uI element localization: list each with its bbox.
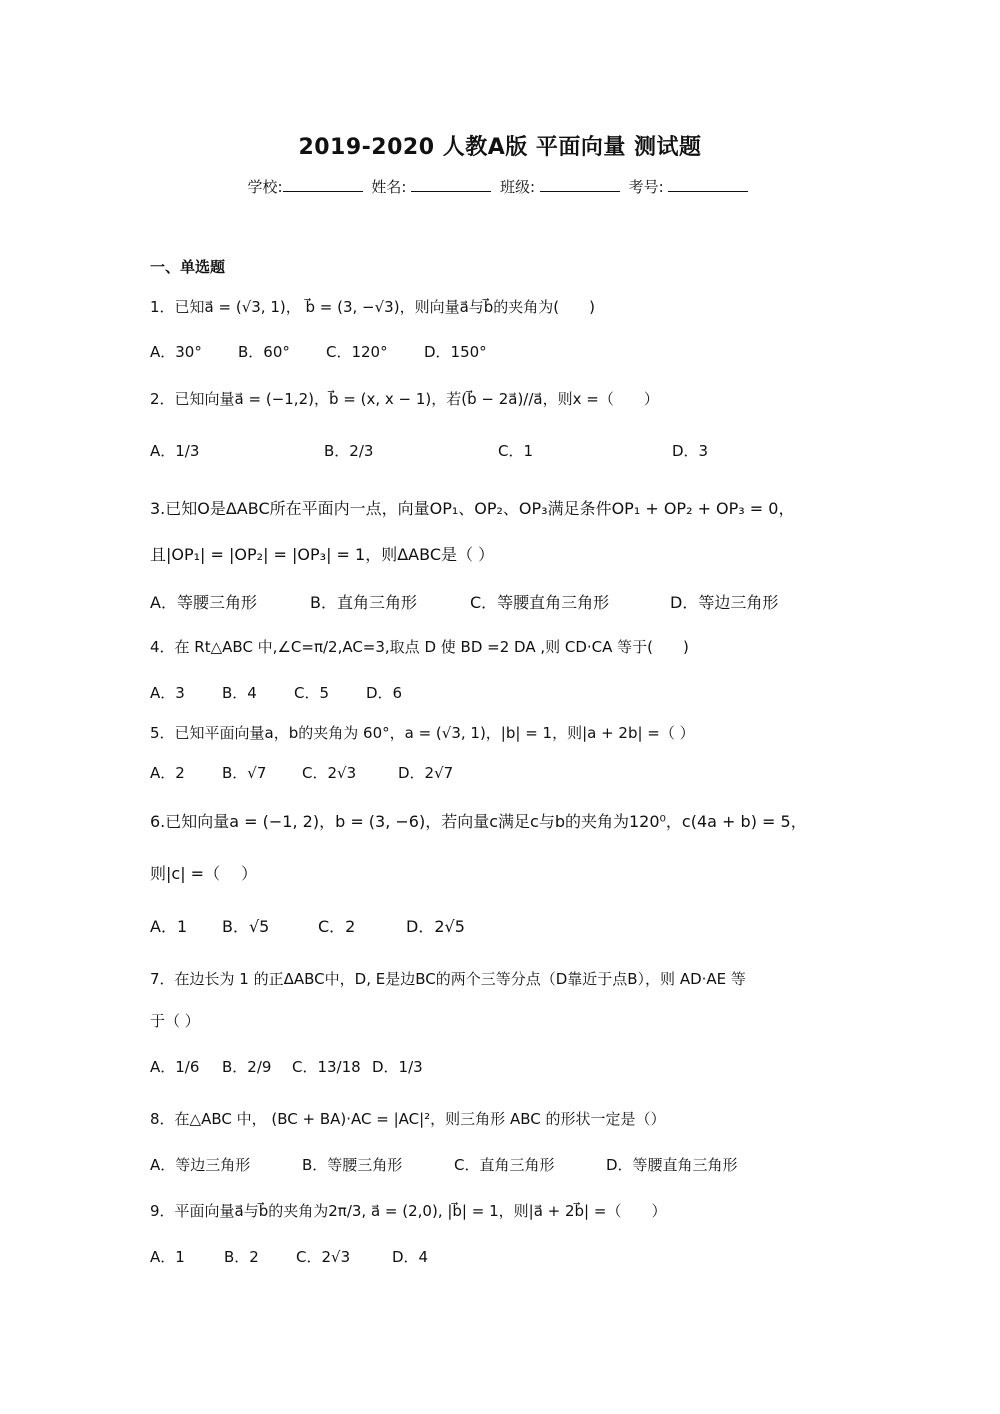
page-title: 2019-2020 人教A版 平面向量 测试题	[298, 135, 702, 160]
question-1-stem: 1．已知a⃗ = (√3, 1)， b⃗ = (3, −√3)，则向量a⃗与b⃗的夹角为( )	[150, 298, 595, 316]
option-d[interactable]: D．2√7	[398, 764, 454, 782]
option-d[interactable]: D．等腰直角三角形	[606, 1156, 738, 1174]
class-blank[interactable]	[540, 177, 620, 192]
option-c[interactable]: C．2	[318, 917, 356, 936]
question-6-options	[150, 914, 850, 937]
option-b[interactable]: B．2/3	[324, 442, 374, 460]
school-label: 学校:	[247, 178, 283, 196]
question-2-options	[150, 440, 850, 461]
section-title: 一、单选题	[150, 258, 226, 276]
question-4-stem: 4．在 Rt△ABC 中,∠C=π/2,AC=3,取点 D 使 BD =2 DA ,则 CD·CA 等于( )	[150, 638, 689, 656]
option-c[interactable]: C．2√3	[302, 764, 357, 782]
option-a[interactable]: A．等腰三角形	[150, 593, 257, 612]
option-a[interactable]: A．1	[150, 917, 188, 936]
option-d[interactable]: D．150°	[424, 343, 487, 361]
option-d[interactable]: D．2√5	[406, 917, 465, 936]
option-b[interactable]: B．2	[224, 1248, 259, 1266]
option-d[interactable]: D．4	[392, 1248, 429, 1266]
question-9-options	[150, 1246, 850, 1267]
question-7-stem-continued: 于（ ）	[150, 1012, 200, 1030]
option-a[interactable]: A．1	[150, 1248, 185, 1266]
option-b[interactable]: B．60°	[238, 343, 290, 361]
option-c[interactable]: C．120°	[326, 343, 388, 361]
question-8-options	[150, 1154, 850, 1175]
option-d[interactable]: D．6	[366, 684, 403, 702]
name-label: 姓名:	[371, 178, 407, 196]
question-3-stem: 3.已知O是ΔABC所在平面内一点，向量OP₁、OP₂、OP₃满足条件OP₁ + OP₂ + OP₃ = 0，	[150, 499, 795, 518]
question-4-options	[150, 682, 850, 703]
option-c[interactable]: C．2√3	[296, 1248, 351, 1266]
option-a[interactable]: A．2	[150, 764, 185, 782]
question-3-options	[150, 590, 850, 613]
name-blank[interactable]	[411, 177, 491, 192]
option-a[interactable]: A．30°	[150, 343, 202, 361]
number-label: 考号:	[628, 178, 664, 196]
number-blank[interactable]	[668, 177, 748, 192]
class-label: 班级:	[500, 178, 536, 196]
question-1-options	[150, 341, 850, 362]
school-blank[interactable]	[283, 177, 363, 192]
option-b[interactable]: B．4	[222, 684, 257, 702]
question-2-stem: 2．已知向量a⃗ = (−1,2)，b⃗ = (x, x − 1)，若(b⃗ − 2a⃗)//a⃗，则x =（ ）	[150, 390, 659, 408]
option-c[interactable]: C．1	[498, 442, 534, 460]
question-9-stem: 9．平面向量a⃗与b⃗的夹角为2π/3, a⃗ = (2,0), |b⃗| = 1，则|a⃗ + 2b⃗| =（ ）	[150, 1202, 667, 1220]
option-b[interactable]: B．直角三角形	[310, 593, 417, 612]
question-7-options	[150, 1056, 850, 1077]
option-a[interactable]: A．1/3	[150, 442, 200, 460]
question-6-stem-continued: 则|c| =（ ）	[150, 864, 258, 883]
option-b[interactable]: B．√7	[222, 764, 267, 782]
option-a[interactable]: A．等边三角形	[150, 1156, 251, 1174]
option-c[interactable]: C．直角三角形	[454, 1156, 555, 1174]
option-d[interactable]: D．等边三角形	[670, 593, 779, 612]
option-b[interactable]: B．√5	[222, 917, 270, 936]
question-6-stem: 6.已知向量a = (−1, 2)，b = (3, −6)，若向量c满足c与b的夹角为120⁰，c(4a + b) = 5，	[150, 812, 807, 831]
question-8-stem: 8．在△ABC 中， (BC + BA)·AC = |AC|²，则三角形 ABC 的形状一定是（）	[150, 1110, 666, 1128]
question-5-options	[150, 762, 850, 783]
option-a[interactable]: A．3	[150, 684, 185, 702]
option-a[interactable]: A．1/6	[150, 1058, 200, 1076]
option-c[interactable]: C．等腰直角三角形	[470, 593, 610, 612]
option-d[interactable]: D．3	[672, 442, 709, 460]
option-b[interactable]: B．2/9	[222, 1058, 272, 1076]
option-c[interactable]: C．13/18	[292, 1058, 361, 1076]
option-b[interactable]: B．等腰三角形	[302, 1156, 403, 1174]
question-3-stem-continued: 且|OP₁| = |OP₂| = |OP₃| = 1，则ΔABC是（ ）	[150, 545, 495, 564]
question-5-stem: 5．已知平面向量a，b的夹角为 60°，a = (√3, 1)，|b| = 1，则|a + 2b| =（ ）	[150, 724, 695, 742]
student-info-line	[0, 176, 1000, 197]
option-c[interactable]: C．5	[294, 684, 330, 702]
option-d[interactable]: D．1/3	[372, 1058, 423, 1076]
question-7-stem: 7．在边长为 1 的正ΔABC中，D, E是边BC的两个三等分点（D靠近于点B），则 AD·AE 等	[150, 970, 746, 988]
